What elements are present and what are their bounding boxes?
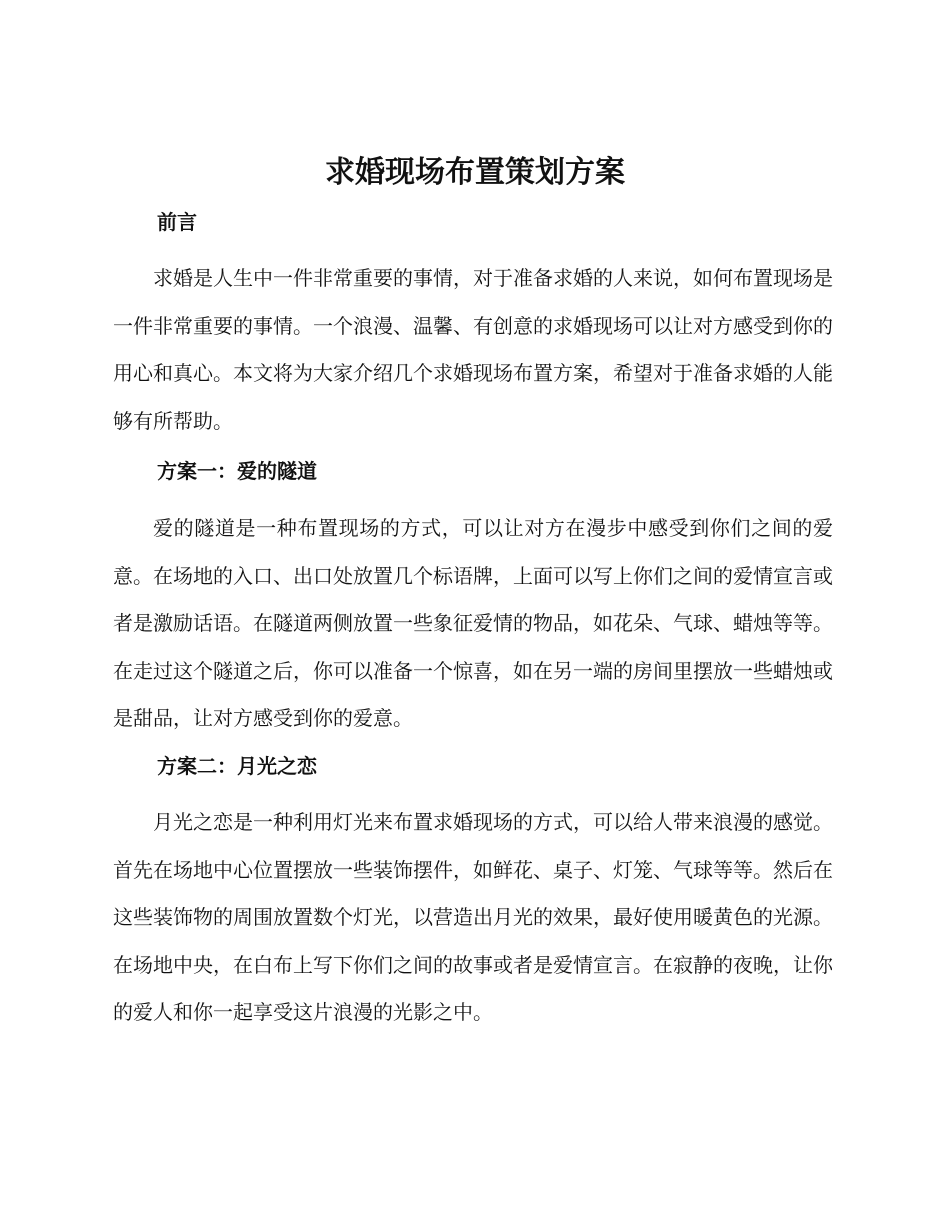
document-title: 求婚现场布置策划方案 <box>325 155 625 190</box>
section-body-plan-two: 月光之恋是一种利用灯光来布置求婚现场的方式，可以给人带来浪漫的感觉。首先在场地中心位置摆放一些装饰摆件，如鲜花、桌子、灯笼、气球等等。然后在这些装饰物的周围放置数个灯光，以营造出月光的效果，最好使用暖黄色的光源。在场地中央，在白布上写下你们之间的故事或者是爱情宣言。在寂静的夜晚，让你的爱人和你一起享受这片浪漫的光影之中。 <box>113 810 833 1024</box>
section-heading-plan-two: 方案二：月光之恋 <box>157 754 317 778</box>
section-body-preface: 求婚是人生中一件非常重要的事情，对于准备求婚的人来说，如何布置现场是一件非常重要的事情。一个浪漫、温馨、有创意的求婚现场可以让对方感受到你的用心和真心。本文将为大家介绍几个求婚现场布置方案，希望对于准备求婚的人能够有所帮助。 <box>113 266 833 433</box>
section-heading-plan-one: 方案一：爱的隧道 <box>157 459 317 483</box>
section-heading-preface: 前言 <box>157 210 197 234</box>
section-body-plan-one: 爱的隧道是一种布置现场的方式，可以让对方在漫步中感受到你们之间的爱意。在场地的入口、出口处放置几个标语牌，上面可以写上你们之间的爱情宣言或者是激励话语。在隧道两侧放置一些象征爱情的物品，如花朵、气球、蜡烛等等。在走过这个隧道之后，你可以准备一个惊喜，如在另一端的房间里摆放一些蜡烛或是甜品，让对方感受到你的爱意。 <box>113 516 833 730</box>
